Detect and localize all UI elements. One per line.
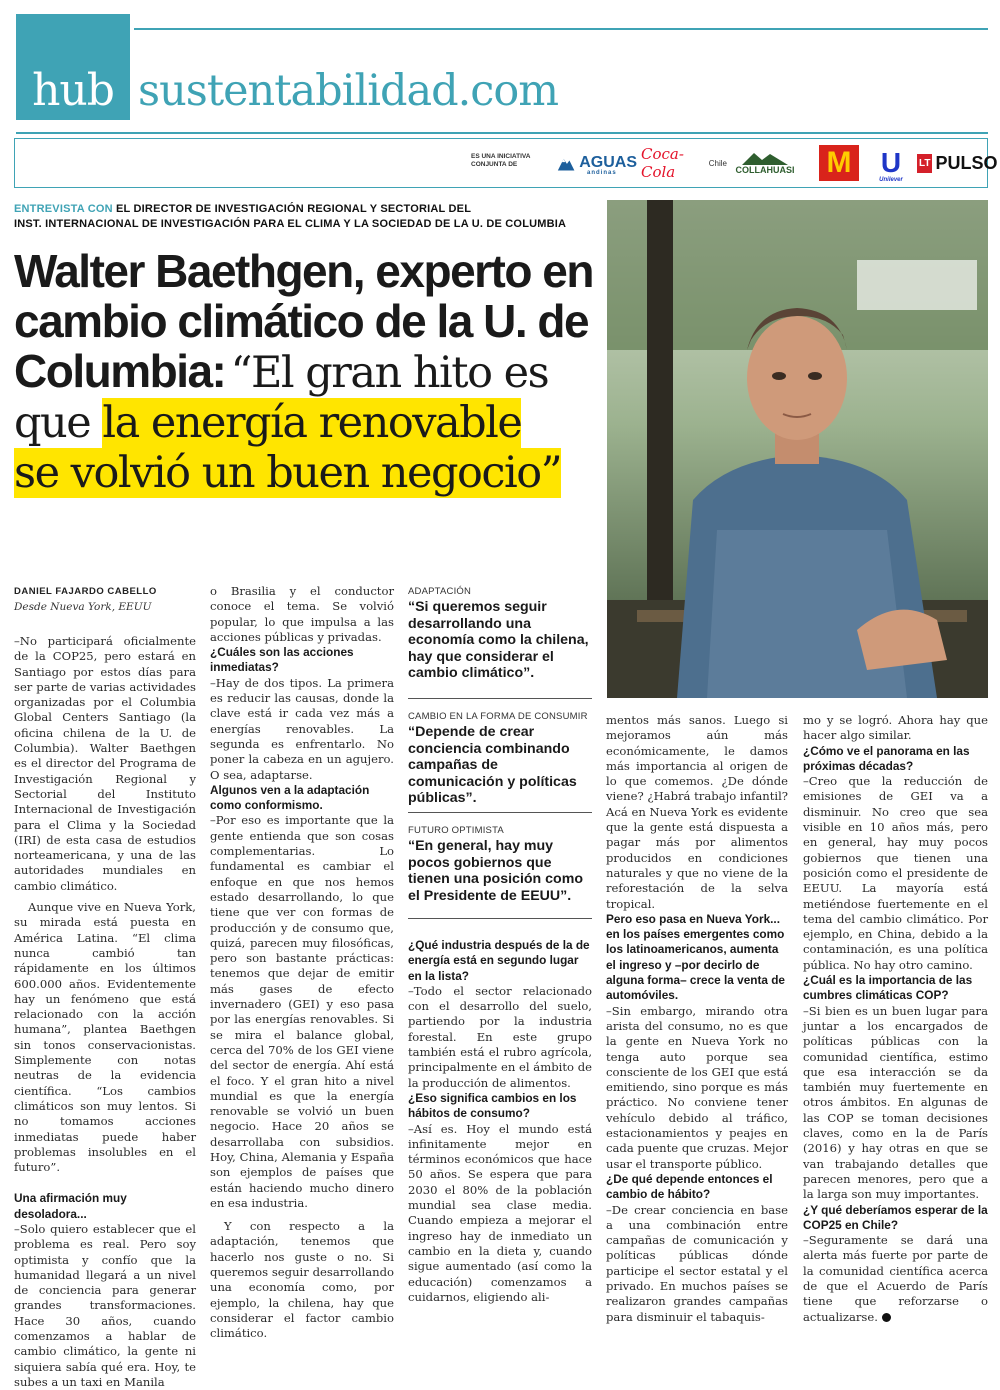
paragraph: Y con respecto a la adaptación, tenemos que hacerlo nos guste o no. Si queremos seguir desarrollando una economía como, por ejemplo, la chilena, hay que considerar el factor cambio climático. — [210, 1219, 394, 1341]
headline-line-1: Walter Baethgen, experto en — [14, 245, 593, 297]
interview-question: ¿Cuáles son las acciones inmediatas? — [210, 645, 354, 675]
pullquote-text: “Si queremos seguir desarrollando una economía como la chilena, hay que considerar el cambio climático”. — [408, 599, 589, 681]
portrait-photo — [607, 200, 988, 698]
pulso-logo — [917, 145, 998, 181]
article-column-5 — [803, 713, 988, 1325]
interview-question: ¿Qué industria después de la de energía está en segundo lugar en la lista? — [408, 938, 590, 983]
byline — [14, 586, 204, 613]
unilever-mark-icon: U — [880, 147, 902, 178]
article-column-1 — [14, 634, 196, 1390]
interview-question: ¿Y qué deberíamos esperar de la COP25 en Chile? — [803, 1202, 988, 1232]
mountain-icon — [557, 152, 575, 174]
kicker-line-1-text: EL DIRECTOR DE INVESTIGACIÓN REGIONAL Y SECTORIAL DEL — [116, 203, 472, 215]
article-column-3 — [408, 938, 592, 1305]
spacer — [210, 1211, 394, 1219]
paragraph: –No participará oficialmente de la COP25, pero estará en Santiago por estos días para ser parte de varias actividades organizadas por el Columbia Global Centers Santiago (la oficina chilena de la U. de Columbia). Walter Baethgen es el director del Programa de Investigación Regional y Sectorial del Instituto Internacional de Investigación para el Clima y la Sociedad (IRI) de esta casa de estudios norteamericana, y una de las autoridades mundiales en cambio climático. — [14, 634, 196, 893]
mountain-range-icon — [742, 151, 788, 165]
paragraph: mentos más sanos. Luego si mejoramos aún más económicamente, le damos más importancia al origen de lo que comemos. ¿De dónde viene? ¿Habrá trabajo infantil? Acá en Nueva York es evidente que la gente está dispuesta a pagar más por alimentos producidos en condiciones naturales y que no viene de la reforestación de la selva tropical. — [606, 713, 788, 911]
final-paragraph — [803, 1233, 988, 1325]
pullquote-text: “Depende de crear conciencia combinando campañas de comunicación y políticas públicas”. — [408, 724, 577, 806]
kicker-line-1 — [14, 202, 594, 217]
pullquote-consumo — [408, 698, 592, 807]
author-name: DANIEL FAJARDO CABELLO — [14, 586, 157, 597]
headline-line-4-pre: que — [14, 398, 103, 448]
interview-question: Pero eso pasa en Nueva York... en los países emergentes como los latinoamericanos, aumenta el ingreso y –por decirlo de alguna forma– crece la venta de automóviles. — [606, 911, 785, 1003]
coca-cola-country: Chile — [708, 158, 727, 168]
interview-question: ¿De qué depende entonces el cambio de hábito? — [606, 1171, 773, 1202]
headline — [14, 246, 604, 498]
collahuasi-logo — [729, 145, 801, 181]
paragraph: o Brasilia y el conductor conoce el tema. Se volvió popular, lo que impulsa a las acciones públicas y privadas. — [210, 584, 394, 644]
spacer — [14, 1175, 196, 1191]
pullquote-divider — [408, 918, 592, 919]
pulso-name: PULSO — [935, 152, 998, 173]
pullquote-divider — [408, 698, 592, 699]
lt-mark: LT — [917, 154, 932, 173]
headline-highlight-2: se volvió un buen negocio” — [14, 448, 562, 498]
paragraph: Aunque vive en Nueva York, su mirada está puesta en América Latina. “El clima nunca cambió tan rápidamente en los últimos 600.000 años. Evidentemente hay un fenómeno que está relacionado con la acción humana”, plantea Baethgen sin tonos conservacionistas. Simplemente con notas neutras de la evidencia científica. “Los cambios climáticos son muy lentos. Si no tomamos acciones inmediatas puede haber problemas insolubles en el futuro”. — [14, 900, 196, 1175]
masthead-top-rule — [134, 28, 988, 30]
interview-question: ¿Cuál es la importancia de las cumbres climáticas COP? — [803, 973, 973, 1003]
paragraph: –Si bien es un buen lugar para juntar a los encargados de políticas públicas con la comunidad científica, estimo que esa interacción se da también muy fuertemente en otros ámbitos. En algunas de las COP se toman decisiones claves, como en la de París (2016) y hay otras en que se van trabajando detalles que parecen menores, pero que a la larga son muy importantes. — [803, 1003, 988, 1202]
interview-question: Una afirmación muy desoladora... — [14, 1191, 127, 1221]
headline-line-3-bold: Columbia: — [14, 345, 226, 397]
paragraph: –Hay de dos tipos. La primera es reducir las causas, donde la clave está ir cada vez más a energías renovables. La segunda es enfrentarlo. No poner la cabeza en un agujero. O sea, adaptarse. — [210, 675, 394, 782]
pullquote-futuro — [408, 812, 592, 919]
hub-logo[interactable] — [16, 14, 130, 120]
article-column-4 — [606, 713, 788, 1325]
interview-kicker — [14, 202, 594, 232]
mcdonalds-logo — [819, 145, 859, 181]
portrait-illustration — [607, 200, 988, 698]
interview-question: ¿Cómo ve el panorama en las próximas décadas? — [803, 743, 970, 773]
headline-highlight-1: la energía renovable — [102, 398, 522, 448]
pullquote-text: “En general, hay muy pocos gobiernos que tienen una posición como el Presidente de EEUU”. — [408, 838, 583, 904]
article-column-2 — [210, 584, 394, 1342]
paragraph: –Así es. Hoy el mundo está infinitamente mejor en términos económicos que hace 50 años. Se espera que para 2030 el 80% de la población mundial sea clase media. Cuando empieza a mejorar el ingreso hay de inmediato un cambio en la dieta y, cuando sigue aumentado (así como la educación) comenzamos a cuidarnos, eligiendo ali- — [408, 1121, 592, 1304]
kicker-line-2: INST. INTERNACIONAL DE INVESTIGACIÓN PARA EL CLIMA Y LA SOCIEDAD DE LA U. DE COLUMBIA — [14, 218, 567, 230]
interview-question: ¿Eso significa cambios en los hábitos de consumo? — [408, 1090, 577, 1121]
headline-line-3-quote: “El gran hito es — [230, 348, 549, 398]
paragraph: –Todo el sector relacionado con el desarrollo del suelo, partiendo por la industria forestal. En este grupo también está el rubro agrícola, principalmente en el ámbito de la producción de alimentos. — [408, 983, 592, 1090]
pullquote-label: CAMBIO EN LA FORMA DE CONSUMIR — [408, 711, 588, 722]
paragraph: –Solo quiero establecer que el problema es real. Pero soy optimista y confío que la humanidad llegará a un nivel de conciencia para generar grandes transformaciones. Hace 30 años, cuando comenzamos a hablar de cambio climático, la gente ni siquiera sabía qué era. Hoy, te subes a un taxi en Manila — [14, 1221, 196, 1389]
end-of-article-icon — [882, 1313, 891, 1322]
kicker-lead: ENTREVISTA CON — [14, 203, 113, 215]
pullquote-adaptacion — [408, 586, 592, 682]
site-name[interactable]: sustentabilidad.com — [138, 66, 559, 116]
mcdonalds-arches-icon: M — [826, 146, 852, 179]
paragraph: –De crear conciencia en base a una combinación entre campañas de comunicación y políticas públicas dónde participe el sector estatal y el privado. En muchos países se realizaron grandes campañas para disminuir el tabaquis- — [606, 1202, 788, 1324]
pullquote-label: ADAPTACIÓN — [408, 586, 472, 597]
coca-cola-logo — [641, 145, 727, 181]
collahuasi-name: COLLAHUASI — [735, 165, 795, 175]
author-location: Desde Nueva York, EEUU — [14, 601, 152, 613]
paragraph: –Por eso es importante que la gente entienda que son cosas complementarias. Lo fundamental es cambiar el enfoque en que nos hemos estado desarrollando, lo que tiene que ver con formas de producción y de consumo que, quizá, parecen muy filosóficas, pero son bastante prácticas: tenemos que dejar de emitir más gases de efecto invernadero (GEI) y eso pasa por las energías renovables. Si se mira el balance global, cerca del 70% de los GEI viene del sector de energía. Ahí está el foco. Y el gran hito a nivel mundial es que la energía renovable se volvió un buen negocio. Hace 20 años se desarrollaba con subsidios. Hoy, China, Alemania y España son ejemplos de países que están haciendo mucho dinero en esa industria. — [210, 813, 394, 1210]
aguas-andinas-logo — [557, 145, 637, 181]
paragraph: –Creo que la reducción de emisiones de GEI va a disminuir. No creo que sea visible en 10 años más, pero en general, hay muy pocos gobiernos que tienen una posición como el presidente de EEUU. La mayoría está metiéndose fuertemente en el tema del cambio climático. Por ejemplo, en China, debido a la contaminación, es una política pública. No hay otro camino. — [803, 774, 988, 972]
masthead-bottom-rule — [16, 132, 988, 134]
aguas-sub: andinas — [587, 170, 617, 176]
headline-line-5 — [14, 448, 604, 498]
headline-line-3 — [14, 346, 604, 398]
sponsor-strip — [14, 138, 998, 188]
headline-line-4 — [14, 398, 604, 448]
pullquote-label: FUTURO OPTIMISTA — [408, 825, 504, 836]
interview-question: Algunos ven a la adaptación como conformismo. — [210, 782, 370, 813]
aguas-name: AGUAS — [579, 154, 637, 171]
unilever-logo — [873, 145, 909, 181]
masthead — [16, 14, 988, 120]
headline-line-2: cambio climático de la U. de — [14, 295, 589, 347]
hub-logo-text: hub — [32, 65, 114, 116]
pullquote-divider — [408, 812, 592, 813]
sponsor-intro: ES UNA INICIATIVA CONJUNTA DE — [471, 153, 531, 168]
final-paragraph-text: –Seguramente se dará una alerta más fuerte por parte de la comunidad científica acerca de que el Acuerdo de París tiene que reforzarse o actualizarse. — [803, 1233, 988, 1324]
paragraph: –Sin embargo, mirando otra arista del consumo, no es que la gente en Nueva York no tenga auto porque sea consciente de los GEI que está emitiendo, sino porque es más práctico. No conviene tener vehículo debido al tráfico, estacionamientos y peajes en cada puente que cruzas. Mejor usar el transporte público. — [606, 1003, 788, 1171]
unilever-name: Unilever — [879, 177, 903, 183]
coca-cola-name: Coca-Cola — [641, 145, 684, 181]
paragraph: mo y se logró. Ahora hay que hacer algo similar. — [803, 713, 988, 743]
